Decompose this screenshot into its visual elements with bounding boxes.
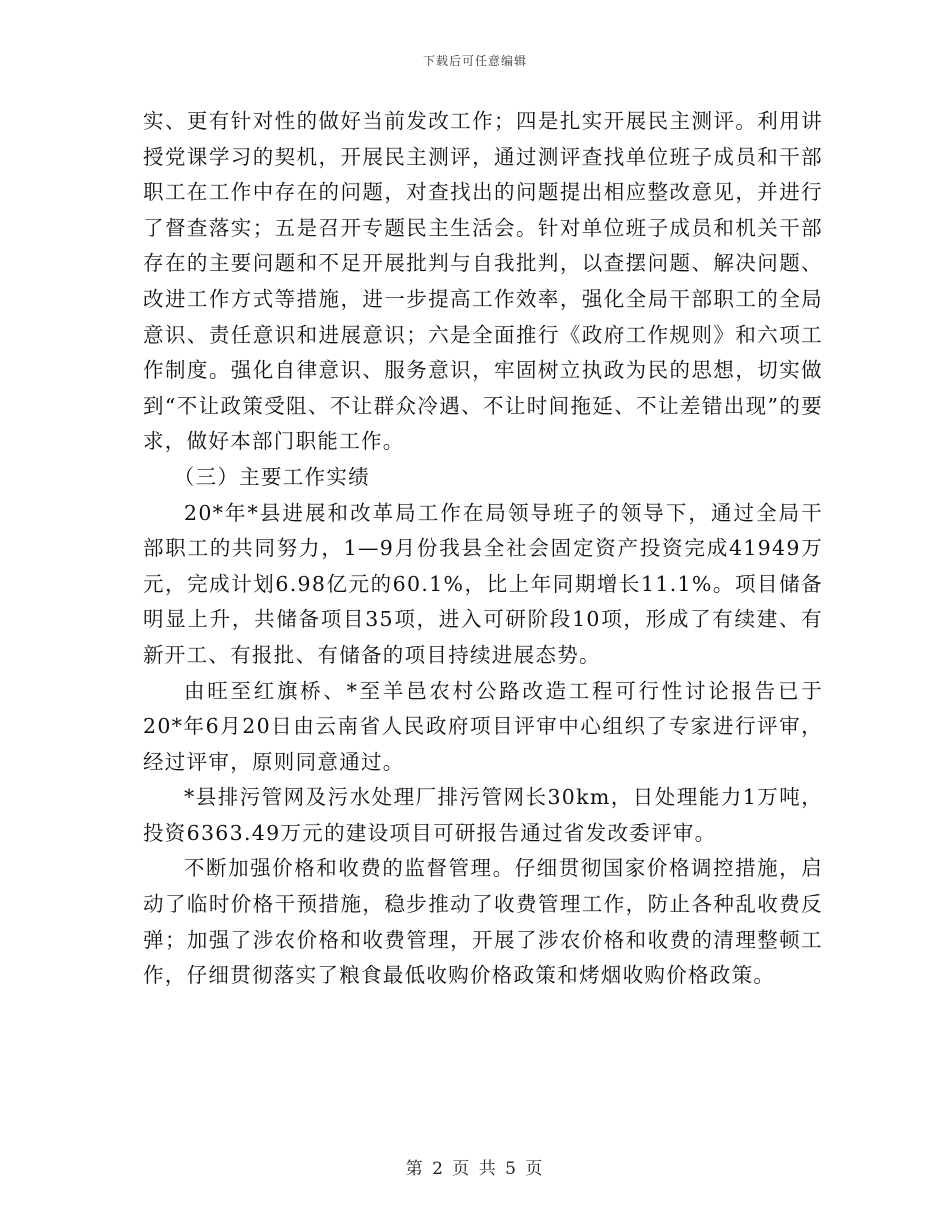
section-heading: （三）主要工作实绩 [173,464,370,489]
page-header: 下载后可任意编辑 [422,54,527,68]
document-body [143,104,823,994]
paragraph: 实、更有针对性的做好当前发改工作；四是扎实开展民主测评。利用讲授党课学习的契机，开展民主测评，通过测评查找单位班子成员和干部职工在工作中存在的问题，对查找出的问题提出相应整改意见，并进行了督查落实；五是召开专题民主生活会。针对单位班子成员和机关干部存在的主要问题和不足开展批判与自我批判，以查摆问题、解决问题、改进工作方式等措施，进一步提高工作效率，强化全局干部职工的全局意识、责任意识和进展意识；六是全面推行《政府工作规则》和六项工作制度。强化自律意识、服务意识，牢固树立执政为民的思想，切实做到“不让政策受阻、不让群众冷遇、不让时间拖延、不让差错出现”的要求，做好本部门职能工作。 [143,109,823,454]
paragraph: 由旺至红旗桥、*至羊邑农村公路改造工程可行性讨论报告已于20*年6月20日由云南省人民政府项目评审中心组织了专家进行评审，经过评审，原则同意通过。 [143,678,823,774]
page-number: 第 2 页 共 5 页 [405,1159,545,1179]
paragraph: 20*年*县进展和改革局工作在局领导班子的领导下，通过全局干部职工的共同努力，1—9月份我县全社会固定资产投资完成41949万元，完成计划6.98亿元的60.1%，比上年同期增长11.1%。项目储备明显上升，共储备项目35项，进入可研阶段10项，形成了有续建、有新开工、有报批、有储备的项目持续进展态势。 [143,500,823,667]
paragraph: 不断加强价格和收费的监督管理。仔细贯彻国家价格调控措施，启动了临时价格干预措施，稳步推动了收费管理工作，防止各种乱收费反弹；加强了涉农价格和收费管理，开展了涉农价格和收费的清理整顿工作，仔细贯彻落实了粮食最低收购价格政策和烤烟收购价格政策。 [143,856,823,988]
paragraph: *县排污管网及污水处理厂排污管网长30km，日处理能力1万吨，投资6363.49万元的建设项目可研报告通过省发改委评审。 [143,785,823,845]
